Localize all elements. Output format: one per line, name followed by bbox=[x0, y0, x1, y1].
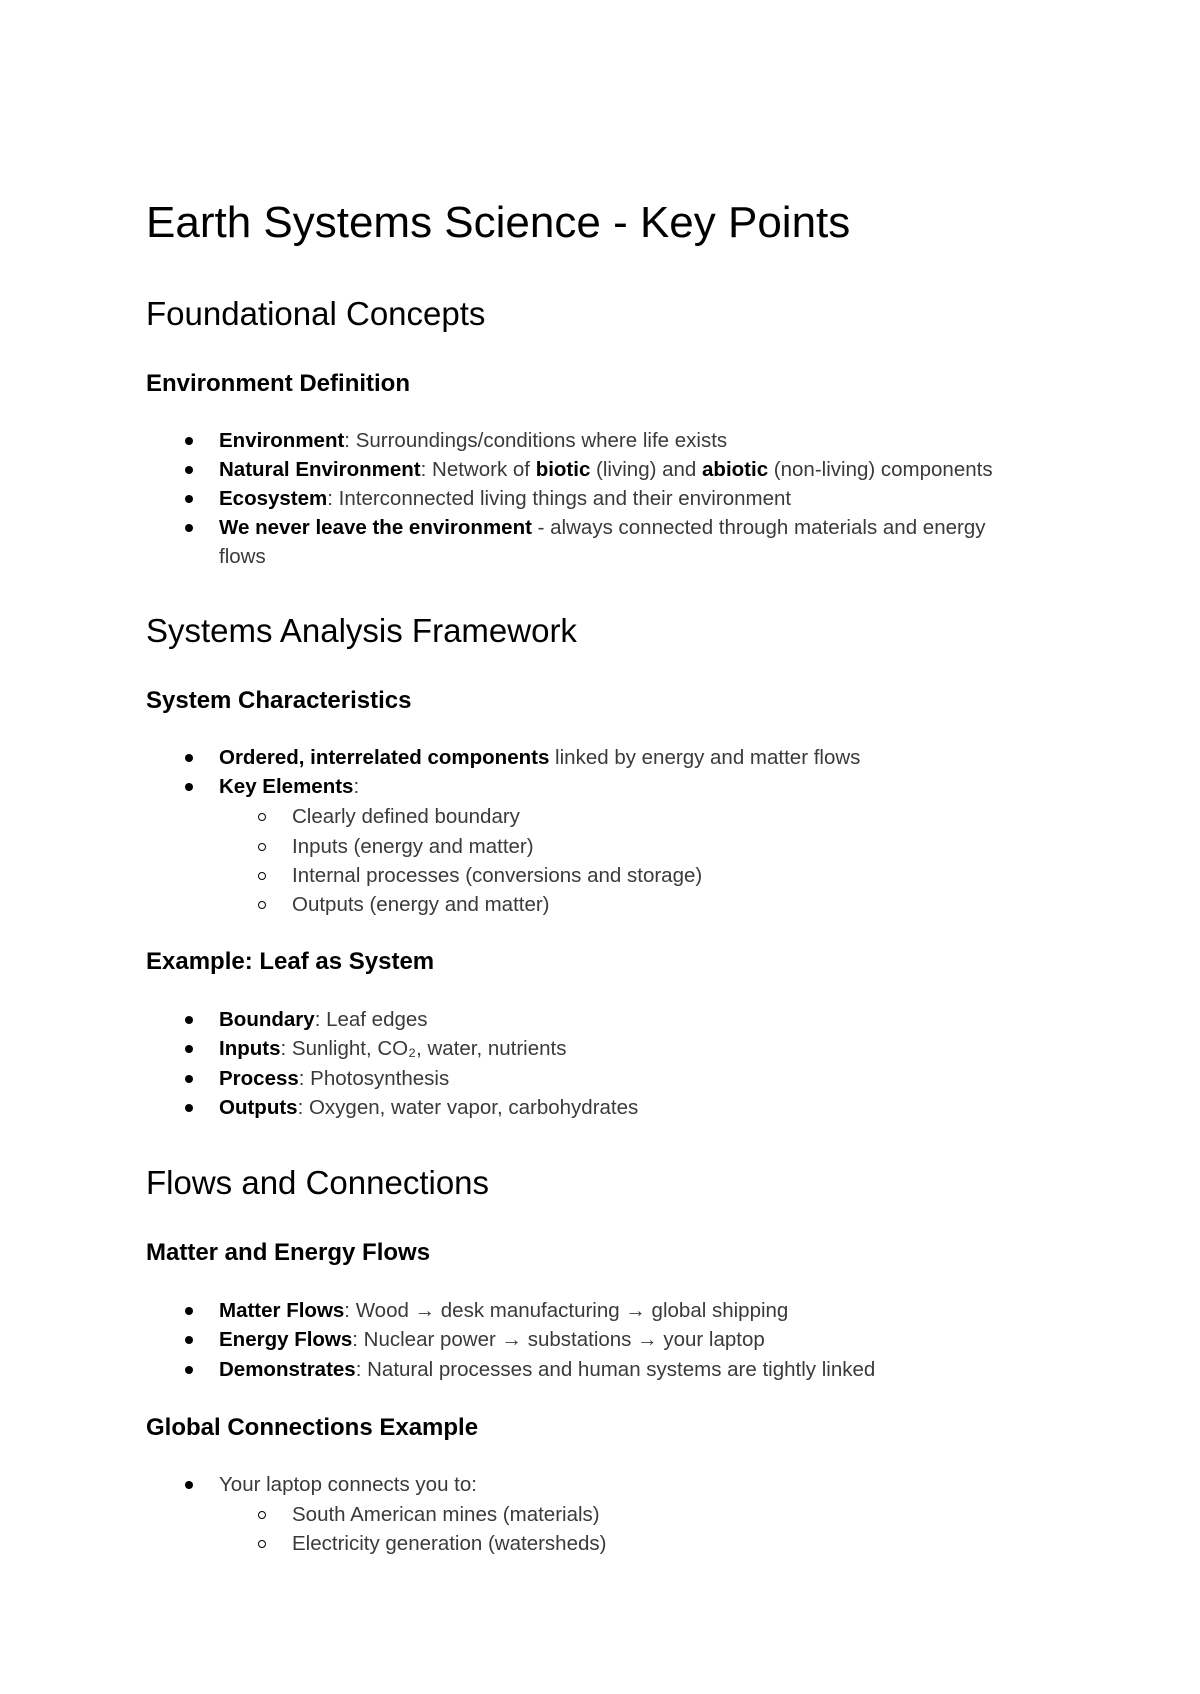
list-item-continuation: flows bbox=[219, 545, 266, 568]
bullet-icon bbox=[185, 783, 193, 791]
list-item: Key Elements: bbox=[219, 775, 360, 798]
sub-bullet-icon bbox=[258, 843, 266, 851]
bullet-icon bbox=[185, 1336, 193, 1344]
list-item: Ecosystem: Interconnected living things and their environment bbox=[219, 487, 792, 510]
subheading-leaf-example: Example: Leaf as System bbox=[146, 948, 435, 975]
bullet-icon bbox=[185, 466, 193, 474]
list-item: Ordered, interrelated components linked by energy and matter flows bbox=[219, 746, 861, 769]
list-item: Outputs: Oxygen, water vapor, carbohydrates bbox=[219, 1096, 639, 1119]
bullet-icon bbox=[185, 1307, 193, 1315]
list-item: We never leave the environment - always connected through materials and energy bbox=[219, 516, 986, 539]
bullet-icon bbox=[185, 1016, 193, 1024]
list-item: Your laptop connects you to: bbox=[219, 1473, 477, 1496]
section-heading-systems-analysis: Systems Analysis Framework bbox=[146, 612, 577, 649]
sub-bullet-icon bbox=[258, 813, 266, 821]
list-item: Inputs: Sunlight, CO₂, water, nutrients bbox=[219, 1037, 567, 1060]
subheading-global-connections: Global Connections Example bbox=[146, 1414, 479, 1441]
list-item: Boundary: Leaf edges bbox=[219, 1008, 428, 1031]
sub-bullet-icon bbox=[258, 901, 266, 909]
sub-list-item: Clearly defined boundary bbox=[292, 805, 520, 828]
bullet-icon bbox=[185, 1045, 193, 1053]
sub-list-item: Electricity generation (watersheds) bbox=[292, 1532, 607, 1555]
sub-list-item: Internal processes (conversions and storage) bbox=[292, 864, 703, 887]
sub-list-item: South American mines (materials) bbox=[292, 1503, 600, 1526]
list-item: Demonstrates: Natural processes and human systems are tightly linked bbox=[219, 1358, 876, 1381]
bullet-icon bbox=[185, 754, 193, 762]
subheading-environment-definition: Environment Definition bbox=[146, 370, 410, 397]
sub-list-item: Outputs (energy and matter) bbox=[292, 893, 550, 916]
sub-list-item: Inputs (energy and matter) bbox=[292, 835, 534, 858]
list-item: Natural Environment: Network of biotic (living) and abiotic (non-living) components bbox=[219, 458, 993, 481]
list-item: Process: Photosynthesis bbox=[219, 1067, 450, 1090]
section-heading-foundational: Foundational Concepts bbox=[146, 295, 486, 332]
list-item: Energy Flows: Nuclear power → substations → your laptop bbox=[219, 1328, 765, 1351]
sub-bullet-icon bbox=[258, 872, 266, 880]
list-item: Environment: Surroundings/conditions where life exists bbox=[219, 429, 728, 452]
bullet-icon bbox=[185, 1481, 193, 1489]
section-heading-flows: Flows and Connections bbox=[146, 1164, 490, 1201]
bullet-icon bbox=[185, 1075, 193, 1083]
list-item: Matter Flows: Wood → desk manufacturing → global shipping bbox=[219, 1299, 789, 1322]
sub-bullet-icon bbox=[258, 1540, 266, 1548]
document-title: Earth Systems Science - Key Points bbox=[146, 198, 851, 247]
bullet-icon bbox=[185, 437, 193, 445]
bullet-icon bbox=[185, 1366, 193, 1374]
sub-bullet-icon bbox=[258, 1511, 266, 1519]
bullet-icon bbox=[185, 1104, 193, 1112]
bullet-icon bbox=[185, 495, 193, 503]
subheading-matter-energy: Matter and Energy Flows bbox=[146, 1239, 431, 1266]
bullet-icon bbox=[185, 524, 193, 532]
subheading-system-characteristics: System Characteristics bbox=[146, 687, 412, 714]
